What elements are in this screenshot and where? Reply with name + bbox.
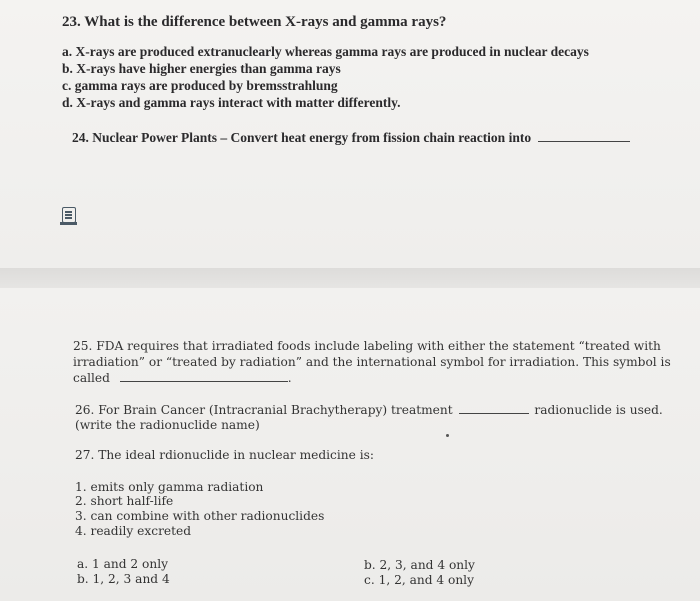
question-26-text: 26. For Brain Cancer (Intracranial Brachytherapy) treatment [75, 403, 453, 417]
question-27-item-3: 3. can combine with other radionuclides [75, 509, 325, 523]
question-25-called-label: called [73, 371, 110, 385]
question-23-option-a: a. X-rays are produced extranuclearly whereas gamma rays are produced in nuclear decays [62, 44, 589, 59]
question-27-item-2: 2. short half-life [75, 494, 174, 508]
question-27-choice-a: a. 1 and 2 only [77, 557, 169, 571]
question-23-option-b: b. X-rays have higher energies than gamma rays [62, 61, 341, 76]
question-25-line-3 [73, 371, 292, 385]
question-27-choice-c: c. 1, 2, and 4 only [364, 573, 474, 587]
stray-mark [446, 434, 449, 437]
question-24 [72, 130, 630, 146]
question-25-period: . [287, 371, 292, 385]
worksheet-page-bottom [0, 288, 700, 601]
question-25-line-1: 25. FDA requires that irradiated foods include labeling with either the statement “treated with [73, 339, 661, 353]
question-23-option-c: c. gamma rays are produced by bremsstrahlung [62, 78, 338, 93]
question-25-line-2: irradiation” or “treated by radiation” and the international symbol for irradiation. This symbol is [73, 355, 671, 369]
question-27-choice-b-left: b. 1, 2, 3 and 4 [77, 572, 170, 586]
notes-icon[interactable] [62, 207, 76, 223]
question-26-line-2: (write the radionuclide name) [75, 418, 260, 432]
question-26-text-end: radionuclide is used. [534, 403, 663, 417]
question-25-answer-blank[interactable] [120, 381, 288, 382]
question-26-line-1 [75, 403, 663, 417]
question-27-item-4: 4. readily excreted [75, 524, 192, 538]
question-26-answer-blank[interactable] [459, 413, 529, 414]
question-24-answer-blank[interactable] [538, 141, 630, 142]
question-23-title: 23. What is the difference between X-rays and gamma rays? [62, 14, 447, 30]
page-gap [0, 268, 700, 288]
question-27-item-1: 1. emits only gamma radiation [75, 480, 264, 494]
question-23-option-d: d. X-rays and gamma rays interact with matter differently. [62, 95, 401, 110]
question-27-title: 27. The ideal rdionuclide in nuclear medicine is: [75, 448, 374, 462]
question-24-text: 24. Nuclear Power Plants – Convert heat energy from fission chain reaction into [72, 130, 532, 145]
question-27-choice-b: b. 2, 3, and 4 only [364, 558, 475, 572]
